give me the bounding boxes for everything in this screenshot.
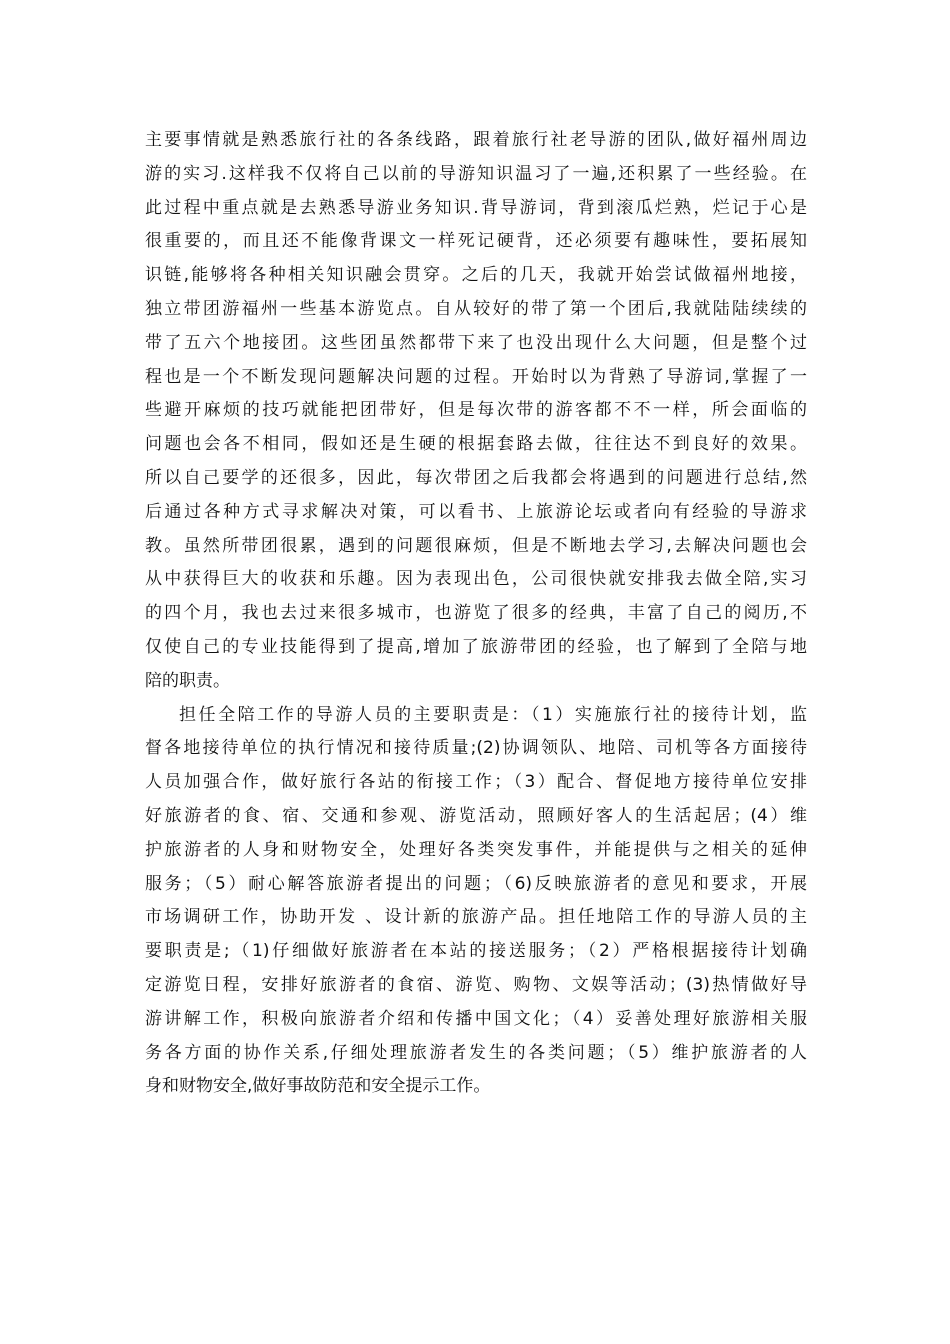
- text-line: 游的实习.这样我不仅将自己以前的导游知识温习了一遍,还积累了一些经验。在: [145, 163, 807, 184]
- text-line: 陪的职责。: [145, 670, 230, 691]
- text-line: 很重要的，而且还不能像背课文一样死记硬背，还必须要有趣味性，要拓展知: [145, 231, 807, 252]
- text-line: 要职责是;（1)仔细做好旅游者在本站的接送服务；（2）严格根据接待计划确: [145, 941, 807, 962]
- text-line: 务各方面的协作关系,仔细处理旅游者发生的各类问题；（5）维护旅游者的人: [145, 1042, 807, 1063]
- text-line: 游讲解工作，积极向旅游者介绍和传播中国文化；（4）妥善处理好旅游相关服: [145, 1008, 807, 1029]
- document-body: [145, 124, 807, 1104]
- text-line: 教。虽然所带团很累，遇到的问题很麻烦，但是不断地去学习,去解决问题也会: [145, 535, 807, 556]
- text-line: 从中获得巨大的收获和乐趣。因为表现出色，公司很快就安排我去做全陪,实习: [145, 569, 807, 590]
- text-line: 的四个月，我也去过来很多城市，也游览了很多的经典，丰富了自己的阅历,不: [145, 603, 807, 624]
- text-line: 问题也会各不相同，假如还是生硬的根据套路去做，往往达不到良好的效果。: [145, 434, 807, 455]
- text-line: 护旅游者的人身和财物安全，处理好各类突发事件，并能提供与之相关的延伸: [145, 839, 807, 860]
- text-line: 服务；（5）耐心解答旅游者提出的问题；（6)反映旅游者的意见和要求，开展: [145, 873, 807, 894]
- text-line: 人员加强合作，做好旅行各站的衔接工作；（3）配合、督促地方接待单位安排: [145, 772, 807, 793]
- text-line: 带了五六个地接团。这些团虽然都带下来了也没出现什么大问题，但是整个过: [145, 332, 807, 353]
- text-line: 仅使自己的专业技能得到了提高,增加了旅游带团的经验，也了解到了全陪与地: [145, 636, 807, 657]
- text-line: 定游览日程，安排好旅游者的食宿、游览、购物、文娱等活动；(3)热情做好导: [145, 974, 807, 995]
- paragraph: [145, 699, 807, 1105]
- text-line: 识链,能够将各种相关知识融会贯穿。之后的几天，我就开始尝试做福州地接，: [145, 265, 807, 286]
- text-line: 主要事情就是熟悉旅行社的各条线路，跟着旅行社老导游的团队,做好福州周边: [145, 130, 807, 150]
- text-line: 市场调研工作，协助开发 、设计新的旅游产品。担任地陪工作的导游人员的主: [145, 907, 807, 928]
- paragraph: [145, 124, 807, 699]
- text-line: 身和财物安全,做好事故防范和安全提示工作。: [145, 1076, 491, 1097]
- text-line: 此过程中重点就是去熟悉导游业务知识.背导游词，背到滚瓜烂熟，烂记于心是: [145, 197, 807, 218]
- text-line: 督各地接待单位的执行情况和接待质量;(2)协调领队、地陪、司机等各方面接待: [145, 738, 807, 759]
- text-line: 程也是一个不断发现问题解决问题的过程。开始时以为背熟了导游词,掌握了一: [145, 366, 807, 387]
- text-line: 独立带团游福州一些基本游览点。自从较好的带了第一个团后,我就陆陆续续的: [145, 298, 807, 319]
- text-line: 所以自己要学的还很多，因此，每次带团之后我都会将遇到的问题进行总结,然: [145, 467, 807, 488]
- text-line: 后通过各种方式寻求解决对策，可以看书、上旅游论坛或者向有经验的导游求: [145, 501, 807, 522]
- text-line: 担任全陪工作的导游人员的主要职责是：（1）实施旅行社的接待计划，监: [179, 704, 807, 725]
- text-line: 些避开麻烦的技巧就能把团带好，但是每次带的游客都不不一样，所会面临的: [145, 400, 807, 421]
- text-line: 好旅游者的食、宿、交通和参观、游览活动，照顾好客人的生活起居；(4）维: [145, 805, 807, 826]
